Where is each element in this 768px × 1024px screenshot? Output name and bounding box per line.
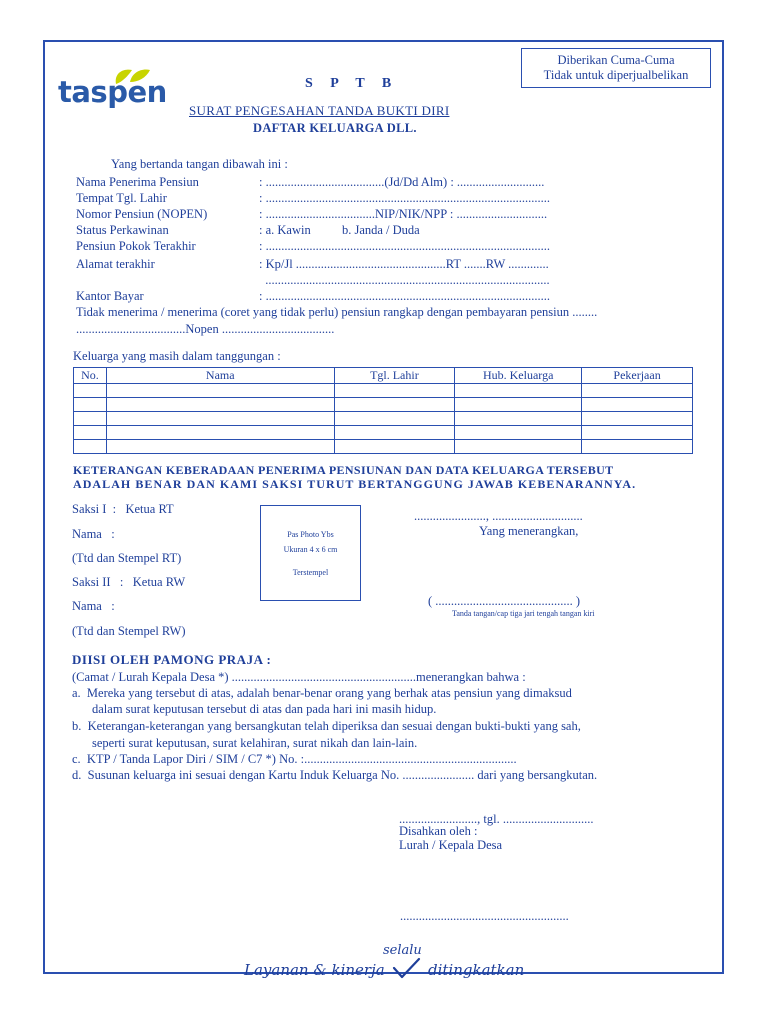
notice-line-2: Tidak untuk diperjualbelikan <box>543 68 689 82</box>
approval-role: Lurah / Kepala Desa <box>399 838 503 852</box>
footer-slogan-top: selalu <box>383 943 422 958</box>
table-row <box>74 412 693 426</box>
witness-2-label: Saksi II : Ketua RW <box>72 575 186 589</box>
footer-slogan-right: ditingkatkan <box>428 961 525 979</box>
table-cell[interactable] <box>106 426 334 440</box>
field-label-nopen: Nomor Pensiun (NOPEN) <box>76 207 208 221</box>
pamong-point-b-1: b. Keterangan-keterangan yang bersangkutan telah diperiksa dan sesuai dengan bukti-bukti yang sah, <box>72 719 581 733</box>
column-header-nama: Nama <box>106 368 334 384</box>
field-value-status[interactable]: : a. Kawin b. Janda / Duda <box>259 223 420 237</box>
declarer-signature-line[interactable]: ( ............................................ ) <box>428 594 581 608</box>
witness-2-name[interactable]: Nama : <box>72 599 115 613</box>
form-title: S P T B <box>305 76 399 91</box>
table-cell[interactable] <box>74 412 107 426</box>
table-cell[interactable] <box>582 412 693 426</box>
intro-text: Yang bertanda tangan dibawah ini : <box>111 157 288 171</box>
family-heading: Keluarga yang masih dalam tanggungan : <box>73 349 281 363</box>
pamong-point-b-2: seperti surat keputusan, surat kelahiran, surat nikah dan lain-lain. <box>92 736 418 750</box>
column-header-tgl-lahir: Tgl. Lahir <box>334 368 455 384</box>
family-table-header <box>74 368 693 384</box>
form-subtitle-2: DAFTAR KELUARGA DLL. <box>253 121 417 135</box>
table-cell[interactable] <box>582 440 693 454</box>
table-cell[interactable] <box>106 398 334 412</box>
table-cell[interactable] <box>334 412 455 426</box>
column-header-no: No. <box>74 368 107 384</box>
pamong-heading: DIISI OLEH PAMONG PRAJA : <box>72 652 272 667</box>
table-cell[interactable] <box>106 384 334 398</box>
column-header-pekerjaan: Pekerjaan <box>582 368 693 384</box>
table-cell[interactable] <box>334 426 455 440</box>
table-cell[interactable] <box>74 426 107 440</box>
table-cell[interactable] <box>106 440 334 454</box>
field-value-alamat[interactable]: : Kp/Jl ................................................RT .......RW ............. <box>259 257 549 271</box>
pamong-point-a-1: a. Mereka yang tersebut di atas, adalah benar-benar orang yang berhak atas pensiun yang dimaksud <box>72 686 572 700</box>
table-row <box>74 398 693 412</box>
table-cell[interactable] <box>582 384 693 398</box>
photo-box <box>260 505 361 601</box>
declarer-date-line[interactable]: ......................., ............................. <box>414 509 583 523</box>
photo-note-3: Terstempel <box>292 568 329 577</box>
statement-line-1: KETERANGAN KEBERADAAN PENERIMA PENSIUNAN DAN DATA KELUARGA TERSEBUT <box>73 463 614 477</box>
notice-line-1: Diberikan Cuma-Cuma <box>557 53 675 67</box>
field-label-pensiun-pokok: Pensiun Pokok Terakhir <box>76 239 196 253</box>
field-value-nama[interactable]: : ......................................(Jd/Dd Alm) : ............................ <box>259 175 545 189</box>
approval-by: Disahkan oleh : <box>399 824 478 838</box>
table-cell[interactable] <box>455 440 582 454</box>
photo-note-2: Ukuran 4 x 6 cm <box>283 545 338 554</box>
approval-signature-line[interactable]: ...................................................... <box>400 909 569 923</box>
field-value-ttl[interactable]: : ........................................................................................... <box>259 191 550 205</box>
check-icon <box>391 956 421 980</box>
field-label-alamat: Alamat terakhir <box>76 257 155 271</box>
table-row <box>74 426 693 440</box>
table-cell[interactable] <box>334 384 455 398</box>
field-label-kantor-bayar: Kantor Bayar <box>76 289 144 303</box>
declarer-label: Yang menerangkan, <box>479 524 579 538</box>
field-label-status: Status Perkawinan <box>76 223 169 237</box>
pamong-point-c[interactable]: c. KTP / Tanda Lapor Diri / SIM / C7 *) No. :.................................................................... <box>72 752 517 766</box>
pamong-point-a-2: dalam surat keputusan tersebut di atas dan pada hari ini masih hidup. <box>92 702 437 716</box>
table-cell[interactable] <box>455 412 582 426</box>
table-cell[interactable] <box>582 398 693 412</box>
table-row <box>74 440 693 454</box>
field-value-nopen[interactable]: : ...................................NIP/NIK/NPP : ............................. <box>259 207 548 221</box>
table-cell[interactable] <box>455 384 582 398</box>
table-cell[interactable] <box>334 398 455 412</box>
table-cell[interactable] <box>74 398 107 412</box>
statement-line-2: ADALAH BENAR DAN KAMI SAKSI TURUT BERTANGGUNG JAWAB KEBENARANNYA. <box>73 477 637 491</box>
free-distribution-notice <box>521 48 711 88</box>
table-cell[interactable] <box>106 412 334 426</box>
double-pension-line-2[interactable]: ...................................Nopen .................................... <box>76 322 335 336</box>
field-value-alamat-2[interactable]: ........................................................................................... <box>259 273 550 287</box>
column-header-hub-keluarga: Hub. Keluarga <box>455 368 582 384</box>
footer-rule-right <box>532 972 722 974</box>
photo-note-1: Pas Photo Ybs <box>287 530 334 539</box>
pamong-line-0[interactable]: (Camat / Lurah Kepala Desa *) ...........................................................menerangkan bahwa : <box>72 670 526 684</box>
approval-date-line[interactable]: ........................., tgl. ............................. <box>399 812 594 826</box>
footer-slogan-left: Layanan & kinerja <box>244 961 385 979</box>
field-label-nama: Nama Penerima Pensiun <box>76 175 199 189</box>
witness-1-label: Saksi I : Ketua RT <box>72 502 174 516</box>
field-value-kantor-bayar[interactable]: : ........................................................................................... <box>259 289 550 303</box>
witness-1-signature: (Ttd dan Stempel RT) <box>72 551 182 565</box>
witness-2-signature: (Ttd dan Stempel RW) <box>72 624 186 638</box>
field-label-ttl: Tempat Tgl. Lahir <box>76 191 167 205</box>
taspen-logo: taspen <box>58 75 167 109</box>
form-subtitle: SURAT PENGESAHAN TANDA BUKTI DIRI <box>189 103 450 118</box>
table-cell[interactable] <box>582 426 693 440</box>
table-cell[interactable] <box>74 440 107 454</box>
family-table <box>73 367 693 454</box>
table-cell[interactable] <box>455 398 582 412</box>
declarer-signature-note: Tanda tangan/cap tiga jari tengah tangan kiri <box>452 609 595 618</box>
table-cell[interactable] <box>455 426 582 440</box>
footer-rule-left <box>46 972 236 974</box>
pamong-point-d[interactable]: d. Susunan keluarga ini sesuai dengan Kartu Induk Keluarga No. ....................... dari yang bersangkutan. <box>72 768 598 782</box>
witness-1-name[interactable]: Nama : <box>72 527 115 541</box>
double-pension-line-1[interactable]: Tidak menerima / menerima (coret yang tidak perlu) pensiun rangkap dengan pembayaran pensiun ........ <box>76 305 598 319</box>
table-row <box>74 384 693 398</box>
table-cell[interactable] <box>334 440 455 454</box>
table-cell[interactable] <box>74 384 107 398</box>
field-value-pensiun-pokok[interactable]: : ........................................................................................... <box>259 239 550 253</box>
